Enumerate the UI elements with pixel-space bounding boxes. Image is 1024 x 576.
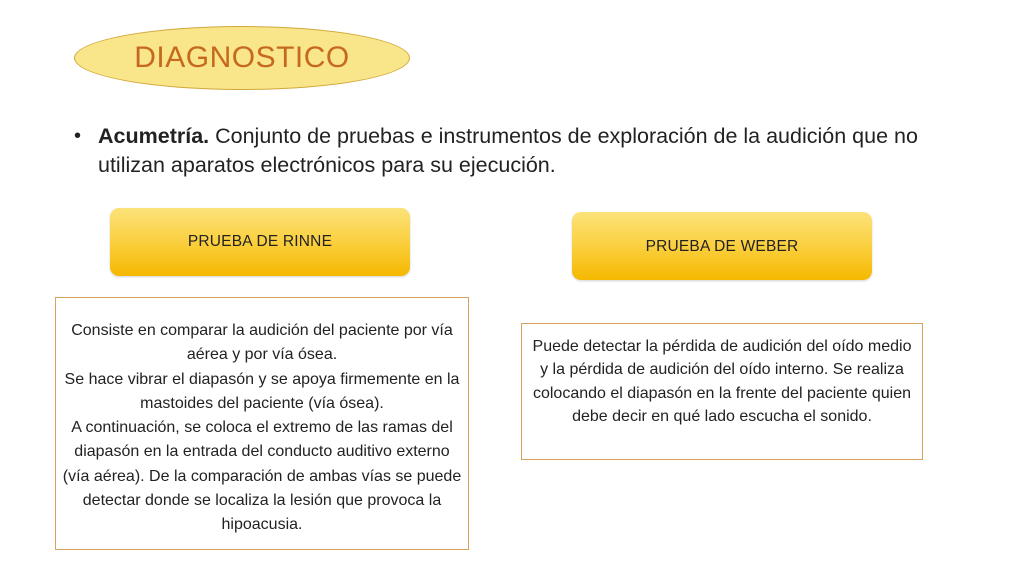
bullet-text <box>98 122 954 180</box>
bullet-marker: • <box>74 125 82 147</box>
weber-test-label: PRUEBA DE WEBER <box>645 238 799 255</box>
bullet-term: Acumetría. <box>98 124 210 148</box>
rinne-test-header <box>110 208 410 276</box>
bullet-definition: Conjunto de pruebas e instrumentos de exploración de la audición que no utilizan aparatos electrónicos para su ejecución. <box>98 124 918 177</box>
bullet-point <box>74 122 954 180</box>
slide-title: DIAGNOSTICO <box>134 41 350 74</box>
rinne-description-box: Consiste en comparar la audición del paciente por vía aérea y por vía ósea. Se hace vibrar el diapasón y se apoya firmemente en la mastoides del paciente (vía ósea). A continuación, se coloca el extremo de las ramas del diapasón en la entrada del conducto auditivo externo (vía aérea). De la comparación de ambas vías se puede detectar donde se localiza la lesión que provoca la hipoacusia. <box>55 297 469 550</box>
weber-description-box: Puede detectar la pérdida de audición del oído medio y la pérdida de audición del oído interno. Se realiza colocando el diapasón en la frente del paciente quien debe decir en qué lado escucha el sonido. <box>521 323 923 460</box>
weber-test-header <box>572 212 872 280</box>
title-oval <box>74 26 410 90</box>
rinne-test-label: PRUEBA DE RINNE <box>187 233 333 250</box>
